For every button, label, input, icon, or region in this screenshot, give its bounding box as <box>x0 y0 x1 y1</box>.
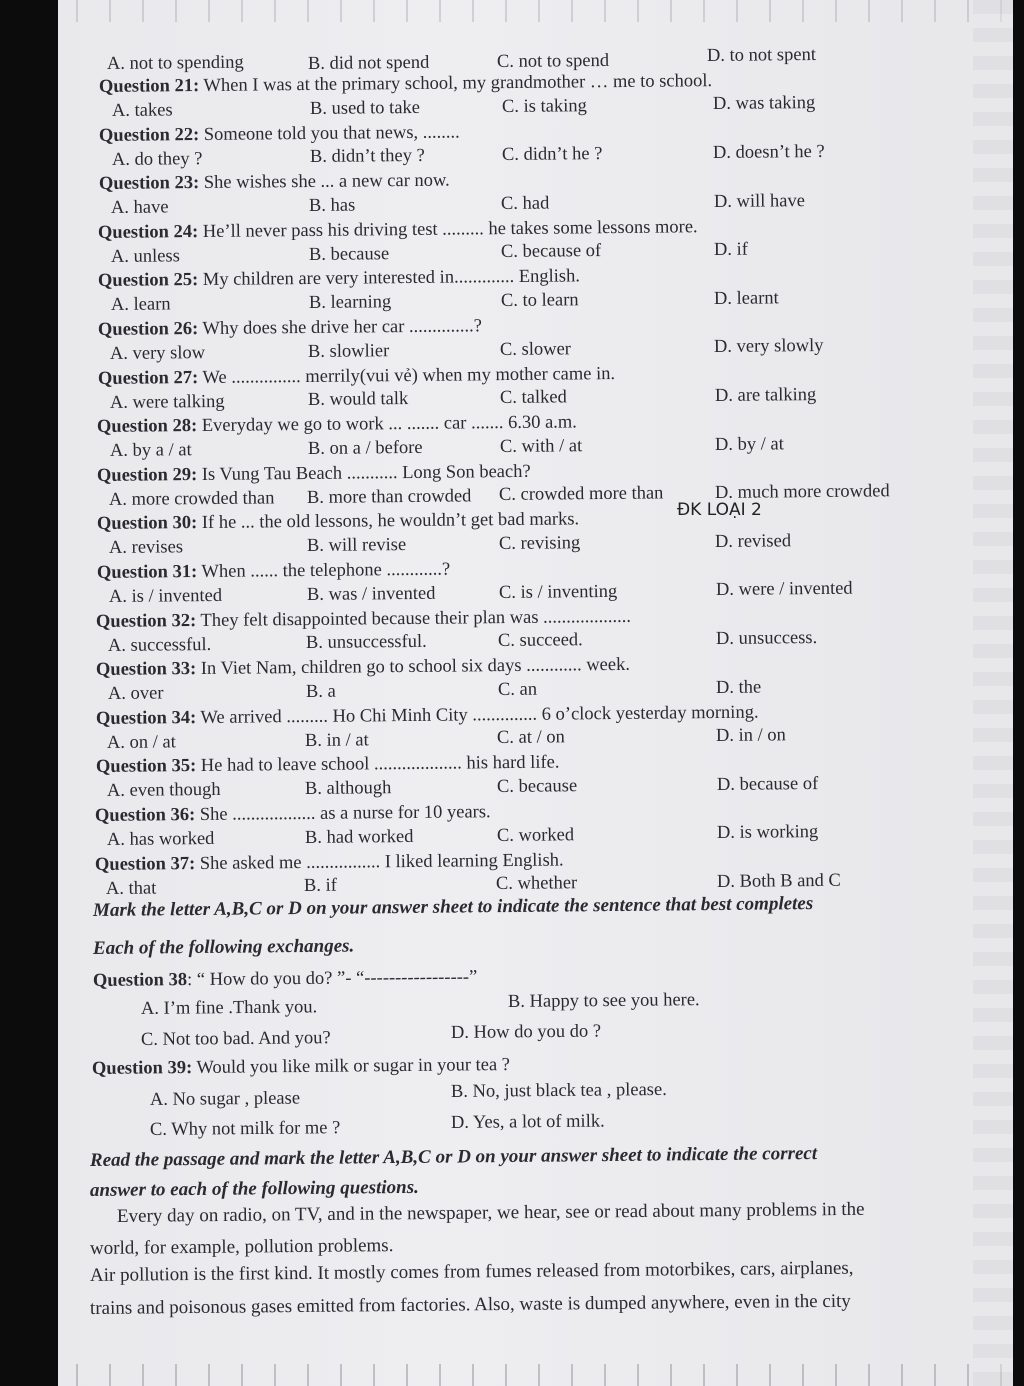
question-text: She .................. as a nurse for 10 years. <box>195 802 491 826</box>
q23-option-b: B. has <box>309 195 356 216</box>
q32-option-b: B. unsuccessful. <box>306 632 427 654</box>
q30-option-b: B. will revise <box>306 535 407 557</box>
q29-option-b: B. more than crowded <box>307 486 472 508</box>
q23-option-d: D. will have <box>713 190 805 212</box>
question-28 <box>97 412 577 439</box>
question-text: They felt disappointed because their plan was ................... <box>196 606 632 631</box>
q27-option-c: C. talked <box>499 387 567 409</box>
question-37 <box>95 849 564 875</box>
q37-option-c: C. whether <box>496 873 578 895</box>
q35-option-d: D. because of <box>716 773 818 795</box>
question-27 <box>97 363 614 390</box>
q26-option-d: D. very slowly <box>714 336 824 358</box>
question-text: When I was at the primary school, my grandmother … me to school. <box>199 71 713 97</box>
question-29 <box>97 461 531 487</box>
question-number: Question 33: <box>95 659 197 681</box>
q22-option-a: A. do they ? <box>111 148 203 170</box>
q27-option-a: A. were talking <box>109 391 225 413</box>
q39-option-b: B. No, just black tea , please. <box>450 1079 667 1102</box>
question-30 <box>97 509 579 536</box>
question-text: Everyday we go to work ... ....... car ....... 6.30 a.m. <box>197 412 578 437</box>
question-36 <box>95 801 491 827</box>
question-text: My children are very interested in............. English. <box>198 266 581 291</box>
q31-option-c: C. is / inventing <box>498 581 617 603</box>
question-text: He had to leave school ................... his hard life. <box>195 752 560 777</box>
question-text: Someone told you that news, ........ <box>198 122 460 145</box>
q36-option-d: D. is working <box>716 822 819 844</box>
q24-option-c: C. because of <box>500 241 602 263</box>
q36-option-b: B. had worked <box>304 826 414 848</box>
option-a: A. not to spending <box>106 52 244 74</box>
question-number: Question 21: <box>98 76 200 97</box>
q23-option-c: C. had <box>501 193 550 214</box>
q24-option-a: A. unless <box>110 246 180 267</box>
q35-option-c: C. because <box>496 776 578 797</box>
q29-option-d: D. much more crowded <box>714 481 890 504</box>
question-number: Question 23: <box>98 173 199 195</box>
question-38 <box>93 966 477 992</box>
q33-option-b: B. a <box>305 681 336 702</box>
q32-option-a: A. successful. <box>108 634 212 656</box>
question-text: We arrived ......... Ho Chi Minh City .............. 6 o’clock yesterday morning. <box>195 702 759 728</box>
q37-option-a: A. that <box>106 878 157 899</box>
question-text: She wishes she ... a new car now. <box>198 170 450 194</box>
q34-option-b: B. in / at <box>305 729 370 751</box>
passage-line: Air pollution is the first kind. It mostly comes from fumes released from motorbikes, cars, airplanes, <box>89 1257 854 1286</box>
q31-option-b: B. was / invented <box>306 583 436 605</box>
q25-option-b: B. learning <box>308 292 391 314</box>
q30-option-c: C. revising <box>498 533 581 554</box>
question-text: He’ll never pass his driving test ......... he takes some lessons more. <box>198 217 698 242</box>
question-text: We ............... merrily(vui vẻ) when my mother came in. <box>197 363 615 388</box>
q27-option-d: D. are talking <box>714 385 816 406</box>
q30-option-a: A. revises <box>108 537 183 559</box>
q32-option-d: D. unsuccess. <box>715 628 818 649</box>
q32-option-c: C. succeed. <box>498 630 583 652</box>
question-24 <box>98 216 698 244</box>
instruction-exchanges-cont: Each of the following exchanges. <box>92 935 355 959</box>
q37-option-d: D. Both B and C <box>716 870 841 892</box>
q21-option-b: B. used to take <box>309 97 421 119</box>
question-number: Question 24: <box>98 221 199 243</box>
question-23 <box>98 170 449 195</box>
question-text: : “ How do you do? ”- “-----------------” <box>186 967 478 991</box>
q38-option-a: A. I’m fine .Thank you. <box>140 997 318 1019</box>
q24-option-d: D. if <box>713 239 748 261</box>
question-text: When ...... the telephone ............? <box>196 559 450 583</box>
q39-option-a: A. No sugar , please <box>149 1088 301 1110</box>
question-number: Question 37: <box>94 853 196 875</box>
passage-line: trains and poisonous gases emitted from factories. Also, waste is dumped anywhere, even in the city <box>89 1290 851 1319</box>
question-35 <box>95 752 559 778</box>
question-number: Question 25: <box>97 270 199 292</box>
q25-option-c: C. to learn <box>500 290 579 311</box>
question-text: Would you like milk or sugar in your tea ? <box>192 1054 511 1079</box>
q34-option-c: C. at / on <box>497 727 566 749</box>
q26-option-b: B. slowlier <box>308 341 390 362</box>
question-number: Question 22: <box>98 124 200 146</box>
question-26 <box>98 315 482 341</box>
q28-option-b: B. on a / before <box>307 437 423 459</box>
question-21 <box>99 70 712 98</box>
question-33 <box>96 654 630 681</box>
option-b: B. did not spend <box>307 52 430 74</box>
question-25 <box>98 266 580 293</box>
q22-option-d: D. doesn’t he ? <box>713 141 826 163</box>
q34-option-d: D. in / on <box>716 725 787 747</box>
q27-option-b: B. would talk <box>307 389 409 411</box>
question-text: In Viet Nam, children go to school six days ............ week. <box>196 655 631 680</box>
q34-option-a: A. on / at <box>107 732 177 753</box>
q21-option-a: A. takes <box>111 100 173 121</box>
instruction-exchanges: Mark the letter A,B,C or D on your answer sheet to indicate the sentence that best completes <box>92 893 814 921</box>
q22-option-c: C. didn’t he ? <box>501 144 603 166</box>
q26-option-a: A. very slow <box>110 343 206 364</box>
question-text: Is Vung Tau Beach ........... Long Son beach? <box>197 461 531 485</box>
question-34 <box>96 701 759 729</box>
background-edge <box>973 0 1013 1386</box>
passage-line: world, for example, pollution problems. <box>89 1235 394 1259</box>
option-d: D. to not spent <box>706 44 817 66</box>
question-number: Question 38 <box>92 970 188 991</box>
question-text: Why does she drive her car ..............? <box>197 316 482 340</box>
question-text: She asked me ................ I liked learning English. <box>195 850 564 874</box>
q37-option-b: B. if <box>304 876 338 897</box>
q21-option-d: D. was taking <box>712 93 816 115</box>
q30-option-d: D. revised <box>715 531 792 552</box>
question-number: Question 28: <box>97 416 198 438</box>
q38-option-b: B. Happy to see you here. <box>507 990 700 1012</box>
question-number: Question 36: <box>95 805 196 826</box>
q23-option-a: A. have <box>111 197 169 219</box>
q28-option-a: A. by a / at <box>109 440 192 462</box>
q33-option-a: A. over <box>107 683 164 705</box>
question-22 <box>99 121 460 146</box>
q29-option-a: A. more crowded than <box>109 488 275 510</box>
q33-option-c: C. an <box>497 679 537 700</box>
q39-option-d: D. Yes, a lot of milk. <box>450 1111 605 1133</box>
q28-option-c: C. with / at <box>499 436 582 457</box>
question-39 <box>92 1054 510 1080</box>
q31-option-d: D. were / invented <box>715 579 853 601</box>
q35-option-b: B. although <box>304 778 392 800</box>
option-c: C. not to spend <box>496 50 610 72</box>
q36-option-a: A. has worked <box>106 828 215 850</box>
question-number: Question 27: <box>97 367 198 389</box>
passage-line: Every day on radio, on TV, and in the newspaper, we hear, see or read about many problems in the <box>116 1198 865 1227</box>
q22-option-b: B. didn’t they ? <box>309 146 425 168</box>
question-31 <box>96 559 449 584</box>
question-number: Question 39: <box>91 1058 193 1079</box>
stamp-label: ĐK LOẠI 2 <box>677 500 762 520</box>
q25-option-a: A. learn <box>110 294 171 316</box>
q26-option-c: C. slower <box>500 338 572 360</box>
q35-option-a: A. even though <box>106 780 221 802</box>
q21-option-c: C. is taking <box>501 95 587 117</box>
instruction-passage: Read the passage and mark the letter A,B,C or D on your answer sheet to indicate the correct <box>89 1143 818 1171</box>
q36-option-c: C. worked <box>496 824 574 846</box>
question-number: Question 32: <box>96 610 197 632</box>
question-number: Question 31: <box>96 562 197 583</box>
question-text: If he ... the old lessons, he wouldn’t get bad marks. <box>196 509 579 534</box>
q28-option-d: D. by / at <box>714 433 784 455</box>
instruction-passage-cont: answer to each of the following questions. <box>89 1176 419 1201</box>
q38-option-d: D. How do you do ? <box>450 1021 602 1043</box>
question-number: Question 34: <box>95 707 197 729</box>
q29-option-c: C. crowded more than <box>499 483 664 506</box>
question-number: Question 29: <box>96 464 198 486</box>
question-number: Question 26: <box>97 319 199 340</box>
q39-option-c: C. Why not milk for me ? <box>149 1118 341 1140</box>
question-number: Question 35: <box>95 756 196 778</box>
q33-option-d: D. the <box>715 677 762 698</box>
question-number: Question 30: <box>96 513 198 535</box>
q31-option-a: A. is / invented <box>108 585 222 607</box>
q24-option-b: B. because <box>308 243 390 265</box>
q38-option-c: C. Not too bad. And you? <box>140 1028 331 1050</box>
q25-option-d: D. learnt <box>713 288 779 309</box>
